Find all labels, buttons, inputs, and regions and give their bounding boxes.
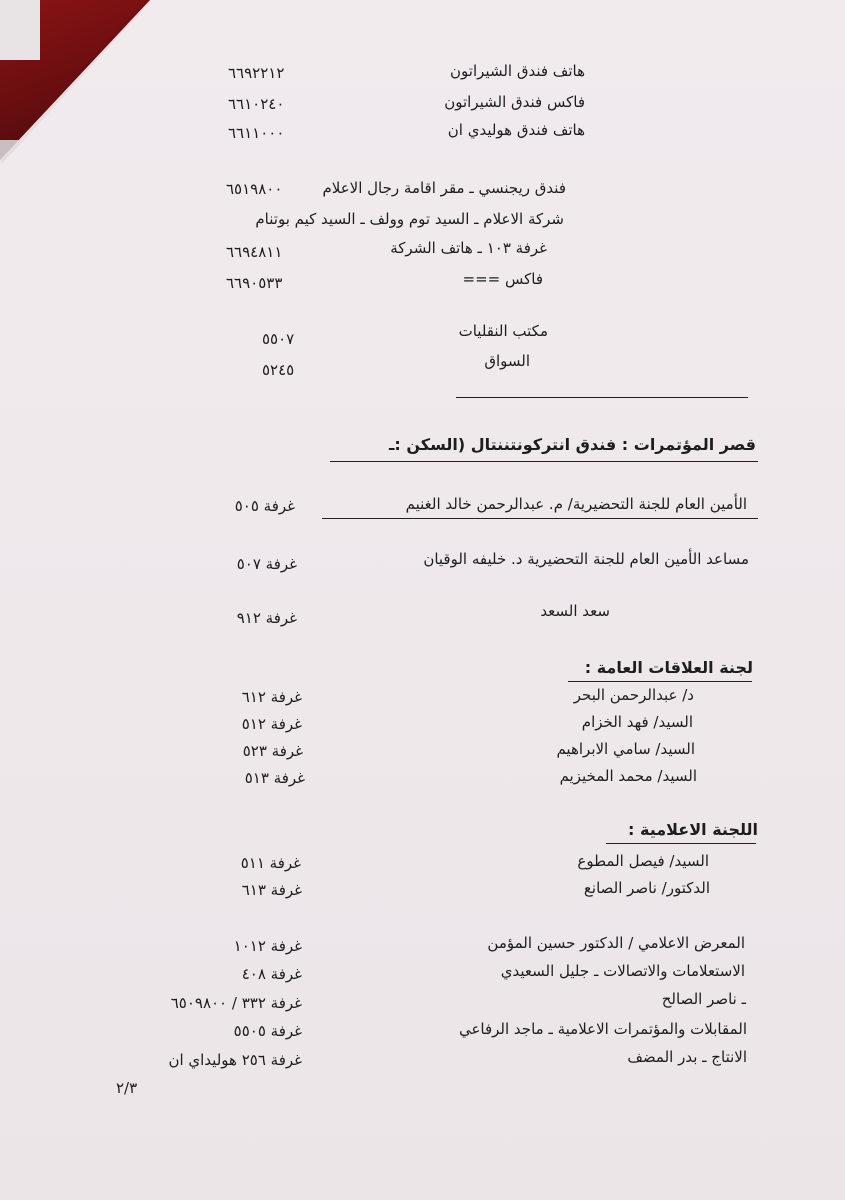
office-line: ـ ناصر الصالح: [661, 990, 746, 1008]
pr-member-name: السيد/ سامي الابراهيم: [556, 740, 695, 758]
pr-member-name: د/ عبدالرحمن البحر: [573, 686, 694, 704]
secretary-general: الأمين العام للجنة التحضيرية/ م. عبدالرحمن خالد الغنيم: [405, 495, 747, 513]
holiday-inn-label: هاتف فندق هوليدي ان: [447, 121, 585, 139]
sheraton-fax-label: فاكس فندق الشيراتون: [444, 93, 585, 111]
company-fax-label: فاكس ===: [462, 270, 543, 288]
driver-label: السواق: [484, 352, 530, 370]
conference-heading-underline: [330, 461, 758, 462]
assistant-secretary: مساعد الأمين العام للجنة التحضيرية د. خليفه الوقيان: [423, 550, 749, 568]
assistant-secretary-room: غرفة ٥٠٧: [236, 555, 297, 573]
saad-alsaad: سعد السعد: [540, 602, 610, 620]
company-fax-number: ٦٦٩٠٥٣٣: [226, 274, 283, 292]
background-light-corner: [0, 0, 40, 60]
office-line: الانتاج ـ بدر المضف: [627, 1048, 747, 1066]
pr-member-name: السيد/ محمد المخيزيم: [559, 767, 697, 785]
company-phone-number: ٦٦٩٤٨١١: [226, 243, 283, 261]
public-relations-underline: [568, 681, 752, 682]
pr-member-room: غرفة ٥١٢: [241, 715, 302, 733]
transport-office-number: ٥٥٠٧: [262, 330, 295, 348]
pr-member-name: السيد/ فهد الخزام: [581, 713, 693, 731]
sheraton-fax-number: ٦٦١٠٢٤٠: [228, 95, 285, 113]
media-member-name: الدكتور/ ناصر الصانع: [583, 879, 710, 897]
regency-number: ٦٥١٩٨٠٠: [226, 180, 283, 198]
office-room: غرفة ٤٠٨: [241, 965, 302, 983]
office-line: الاستعلامات والاتصالات ـ جليل السعيدي: [500, 962, 745, 980]
office-room: غرفة ٢٥٦ هوليداي ان: [168, 1051, 302, 1069]
conference-heading: قصر المؤتمرات : فندق انتركونتننتال (السكن :ـ: [388, 435, 756, 454]
media-member-room: غرفة ٦١٣: [241, 881, 302, 899]
pr-member-room: غرفة ٥١٣: [244, 769, 305, 787]
office-room: غرفة ١٠١٢: [233, 937, 302, 955]
sheraton-phone-number: ٦٦٩٢٢١٢: [228, 64, 285, 82]
saad-room: غرفة ٩١٢: [236, 609, 297, 627]
office-line: المقابلات والمؤتمرات الاعلامية ـ ماجد الرفاعي: [458, 1020, 747, 1038]
office-line: المعرض الاعلامي / الدكتور حسين المؤمن: [487, 934, 745, 952]
secretary-general-room: غرفة ٥٠٥: [234, 497, 295, 515]
media-company-line: شركة الاعلام ـ السيد توم وولف ـ السيد كيم بوتنام: [255, 210, 564, 228]
media-member-name: السيد/ فيصل المطوع: [577, 852, 709, 870]
sheraton-phone-label: هاتف فندق الشيراتون: [450, 62, 585, 80]
media-committee-underline: [606, 843, 756, 844]
regency-line: فندق ريجنسي ـ مقر اقامة رجال الاعلام: [322, 179, 566, 197]
office-room: غرفة ٣٣٢ / ٦٥٠٩٨٠٠: [170, 994, 302, 1012]
pr-member-room: غرفة ٥٢٣: [242, 742, 303, 760]
page-number: ٢/٣: [116, 1079, 138, 1097]
transport-office-label: مكتب النقليات: [458, 322, 548, 340]
company-room-line: غرفة ١٠٣ ـ هاتف الشركة: [390, 239, 547, 257]
separator-line: [456, 397, 748, 398]
public-relations-heading: لجنة العلاقات العامة :: [584, 658, 753, 677]
holiday-inn-number: ٦٦١١٠٠٠: [228, 124, 285, 142]
driver-number: ٥٢٤٥: [262, 361, 295, 379]
pr-member-room: غرفة ٦١٢: [241, 688, 302, 706]
media-member-room: غرفة ٥١١: [240, 854, 301, 872]
office-room: غرفة ٥٥٠٥: [233, 1022, 302, 1040]
media-committee-heading: اللجنة الاعلامية :: [628, 820, 758, 839]
secretary-general-underline: [322, 518, 758, 519]
